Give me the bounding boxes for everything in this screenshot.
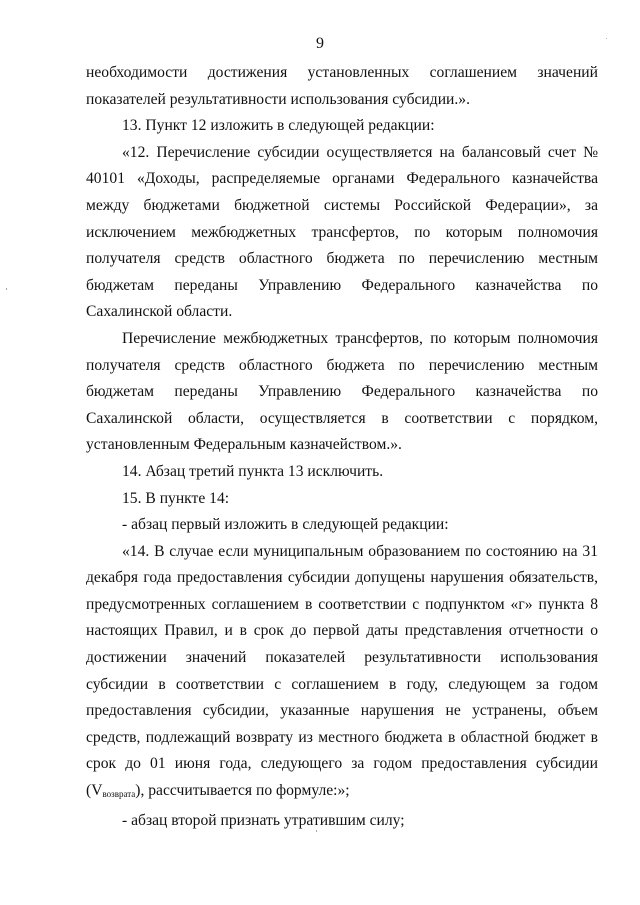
clause-14-tail: ), рассчитывается по формуле:»; bbox=[135, 782, 350, 800]
paragraph-item-15: 15. В пункте 14: bbox=[122, 489, 230, 507]
paragraph-clause-14 bbox=[86, 539, 598, 808]
paragraph-second-abzac: - абзац второй признать утратившим силу; bbox=[122, 811, 405, 829]
clause-14-text: «14. В случае если муниципальным образованием по состоянию на 31 декабря года предоставления субсидии допущены нарушения обязательств, предусмотренных соглашением в соответствии с подпунктом «г» пункта 8 настоящих Правил, и в срок до первой даты представления отчетности о достижении значений показателей результативности использования субсидии в соответствии с соглашением в году, следующем за годом предоставления субсидии, указанные нарушения не устранены, объем средств, подлежащий возврату из местного бюджета в областной бюджет в срок до 01 июня года, следующего за годом предоставления субсидии ( bbox=[86, 542, 598, 800]
paragraph-first-abzac: - абзац первый изложить в следующей редакции: bbox=[122, 516, 449, 534]
scan-speck bbox=[606, 38, 607, 39]
page-number: 9 bbox=[316, 35, 324, 52]
paragraph-item-13: 13. Пункт 12 изложить в следующей редакции: bbox=[122, 117, 435, 135]
paragraph-clause-12: «12. Перечисление субсидии осуществляется на балансовый счет № 40101 «Доходы, распределяемые органами Федерального казначейства между бюджетами бюджетной системы Российской Федерации», за исключением межбюджетных трансфертов, по которым полномочия получателя средств областного бюджета по перечислению местным бюджетам переданы Управлению Федерального казначейства по Сахалинской области. bbox=[86, 143, 598, 321]
scan-speck bbox=[316, 830, 317, 832]
paragraph-transfers: Перечисление межбюджетных трансфертов, по которым полномочия получателя средств областного бюджета по перечислению местным бюджетам переданы Управлению Федерального казначейства по Сахалинской области, осуществляется в соответствии с порядком, установленным Федеральным казначейством.». bbox=[86, 329, 598, 454]
formula-variable: V bbox=[91, 782, 103, 800]
document-body bbox=[86, 60, 598, 834]
paragraph-continuation: необходимости достижения установленных соглашением значений показателей результативности использования субсидии.». bbox=[86, 64, 598, 108]
formula-variable-subscript: возврата bbox=[102, 789, 136, 800]
scan-speck bbox=[6, 288, 7, 290]
paragraph-item-14: 14. Абзац третий пункта 13 исключить. bbox=[122, 462, 384, 480]
